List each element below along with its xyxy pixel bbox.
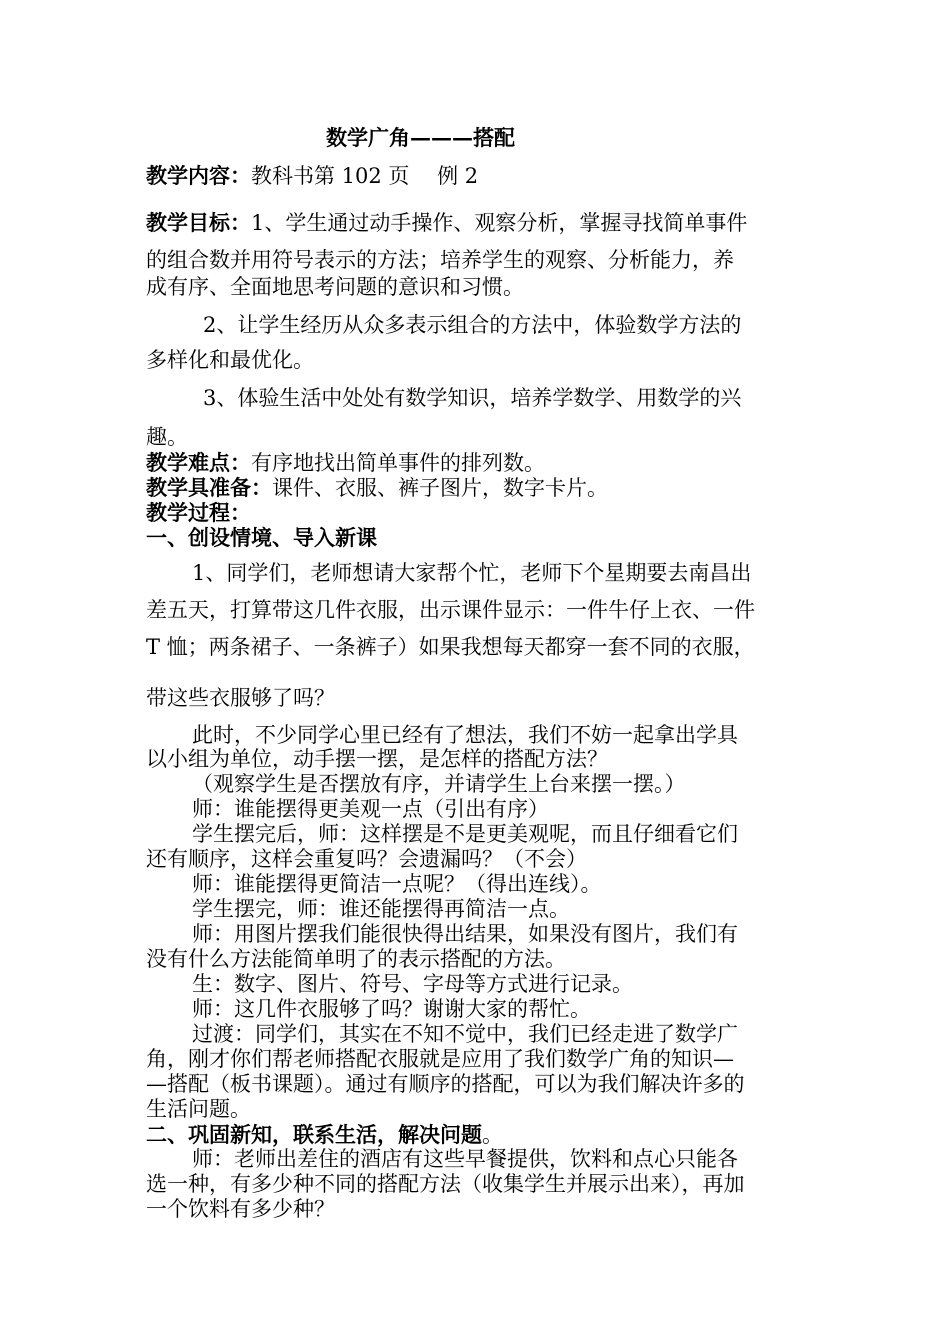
process-label: 教学过程： xyxy=(146,500,251,525)
section1-line-7: （观察学生是否摆放有序，并请学生上台来摆一摆。） xyxy=(192,772,686,796)
difficulty-line xyxy=(146,452,545,474)
section1-line-16: 师：这几件衣服够了吗？谢谢大家的帮忙。 xyxy=(192,997,591,1021)
section2-heading-line xyxy=(146,1124,503,1146)
section1-line-10: 还有顺序，这样会重复吗？会遗漏吗？（不会） xyxy=(146,847,587,871)
teaching-content-label: 教学内容： xyxy=(146,163,251,188)
section1-line-12: 学生摆完，师：谁还能摆得再简洁一点。 xyxy=(192,897,570,921)
prep-text: 课件、衣服、裤子图片，数字卡片。 xyxy=(272,476,608,500)
teaching-content-text: 教科书第 102 页 例 2 xyxy=(251,164,479,188)
difficulty-text: 有序地找出简单事件的排列数。 xyxy=(251,451,545,475)
section2-heading-tail: 。 xyxy=(482,1123,503,1147)
section2-line-3: 一个饮料有多少种？ xyxy=(146,1197,335,1221)
section1-line-15: 生：数字、图片、符号、字母等方式进行记录。 xyxy=(192,972,633,996)
difficulty-label: 教学难点： xyxy=(146,450,251,475)
section1-line-6: 以小组为单位，动手摆一摆，是怎样的搭配方法？ xyxy=(146,747,608,771)
teaching-content-line xyxy=(146,165,478,187)
section1-line-4: 带这些衣服够了吗？ xyxy=(146,686,335,710)
section1-line-20: 生活问题。 xyxy=(146,1097,251,1121)
prep-line xyxy=(146,477,608,499)
section1-line-19: —搭配（板书课题）。通过有顺序的搭配，可以为我们解决许多的 xyxy=(146,1072,745,1096)
section2-line-1: 师：老师出差住的酒店有这些早餐提供，饮料和点心只能各 xyxy=(192,1147,738,1171)
section1-line-8: 师：谁能摆得更美观一点（引出有序） xyxy=(192,797,549,821)
section1-line-2: 差五天，打算带这几件衣服，出示课件显示：一件牛仔上衣、一件 xyxy=(146,598,755,622)
objectives-line-1 xyxy=(146,212,747,234)
section1-line-9: 学生摆完后，师：这样摆是不是更美观呢，而且仔细看它们 xyxy=(192,822,738,846)
objectives-line-6: 3、体验生活中处处有数学知识，培养学数学、用数学的兴 xyxy=(203,386,742,410)
section1-line-11: 师：谁能摆得更简洁一点呢？（得出连线）。 xyxy=(192,872,602,896)
objectives-text-1: 1、学生通过动手操作、观察分析，掌握寻找简单事件 xyxy=(251,211,748,235)
section2-heading: 二、巩固新知，联系生活，解决问题 xyxy=(146,1122,482,1147)
objectives-line-4: 2、让学生经历从众多表示组合的方法中，体验数学方法的 xyxy=(203,313,742,337)
objectives-label: 教学目标： xyxy=(146,210,251,235)
objectives-line-7: 趣。 xyxy=(146,425,188,449)
objectives-line-3: 成有序、全面地思考问题的意识和习惯。 xyxy=(146,275,524,299)
section1-line-13: 师：用图片摆我们能很快得出结果，如果没有图片，我们有 xyxy=(192,922,738,946)
document-title: 数学广角———搭配 xyxy=(326,125,515,150)
section1-line-3: T 恤；两条裙子、一条裤子）如果我想每天都穿一套不同的衣服， xyxy=(146,635,755,659)
section2-line-2: 选一种，有多少种不同的搭配方法（收集学生并展示出来），再加 xyxy=(146,1172,745,1196)
section1-line-17: 过渡：同学们，其实在不知不觉中，我们已经走进了数学广 xyxy=(192,1022,738,1046)
section1-line-1: 1、同学们，老师想请大家帮个忙，老师下个星期要去南昌出 xyxy=(192,561,752,585)
section1-line-18: 角，刚才你们帮老师搭配衣服就是应用了我们数学广角的知识— xyxy=(146,1047,734,1071)
section1-heading: 一、创设情境、导入新课 xyxy=(146,525,377,550)
objectives-line-5: 多样化和最优化。 xyxy=(146,348,314,372)
prep-label: 教学具准备： xyxy=(146,475,272,500)
section1-line-5: 此时，不少同学心里已经有了想法，我们不妨一起拿出学具 xyxy=(192,723,738,747)
section1-line-14: 没有什么方法能简单明了的表示搭配的方法。 xyxy=(146,947,566,971)
objectives-line-2: 的组合数并用符号表示的方法；培养学生的观察、分析能力，养 xyxy=(146,248,734,272)
